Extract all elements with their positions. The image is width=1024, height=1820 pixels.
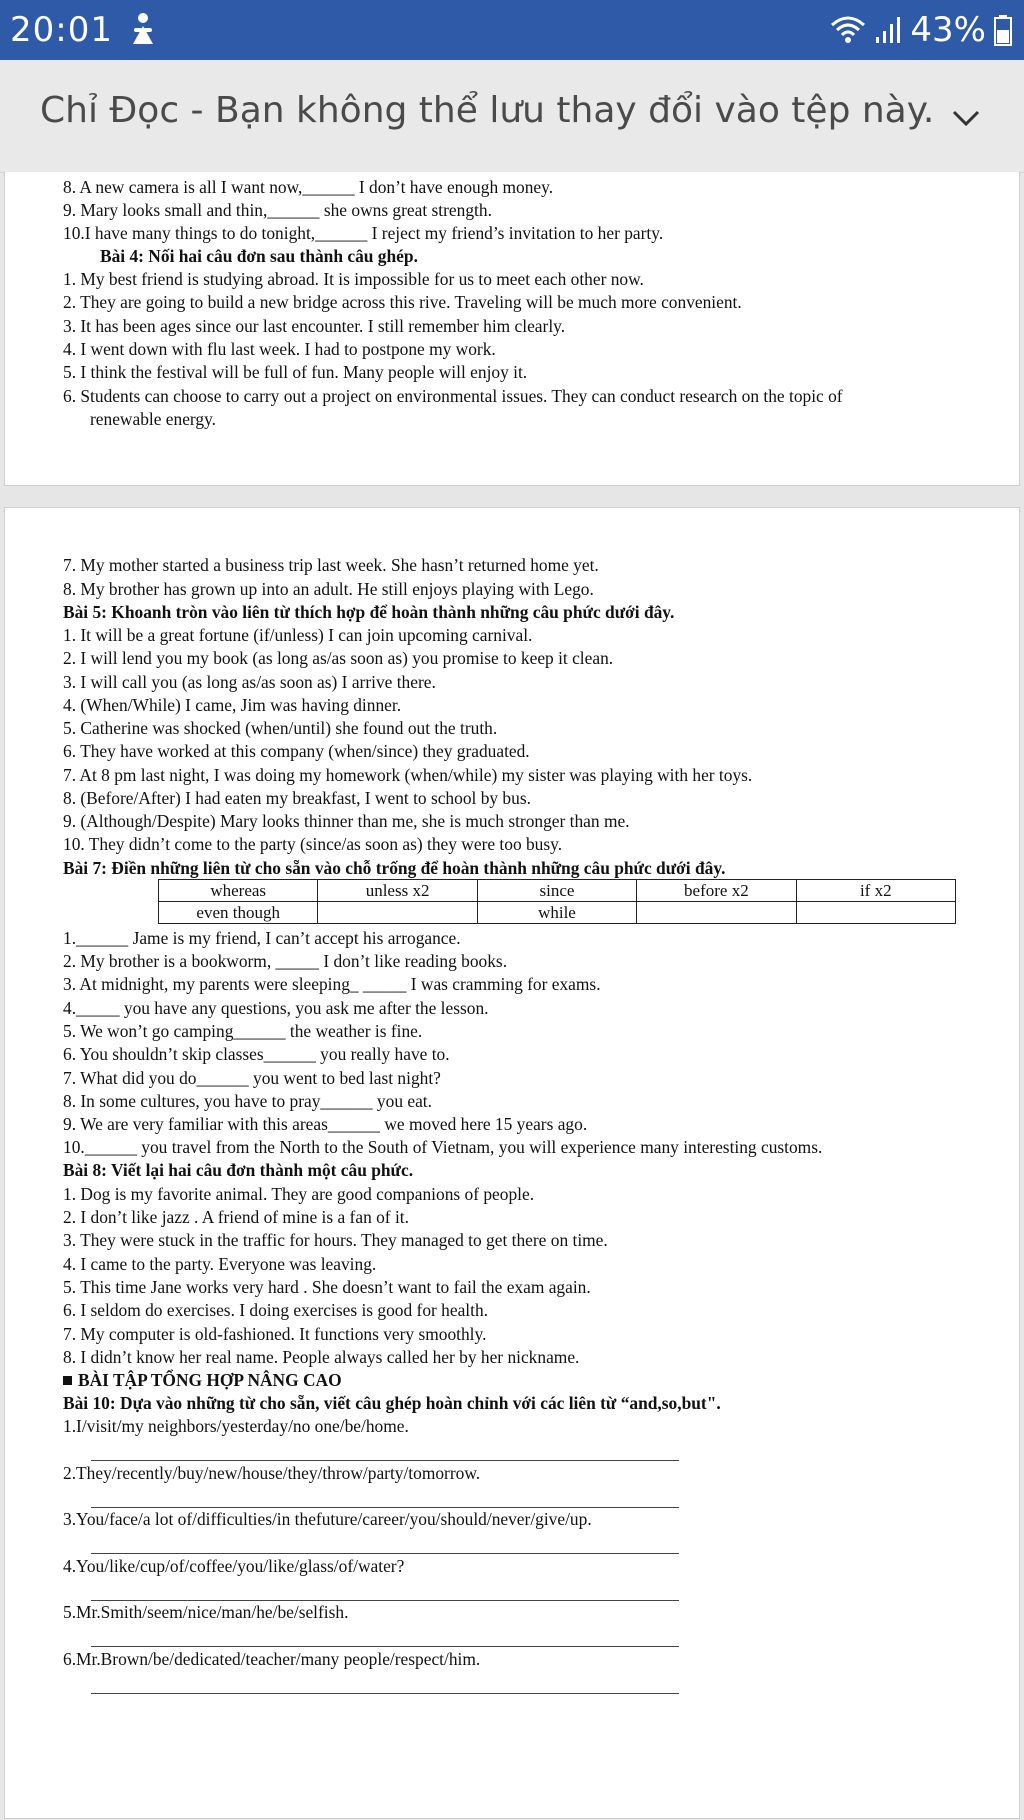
- signal-icon: [874, 15, 902, 45]
- exercise-line: 2. I don’t like jazz . A friend of mine is a fan of it.: [63, 1207, 409, 1227]
- advanced-section-title: BÀI TẬP TỔNG HỢP NÂNG CAO: [78, 1370, 342, 1390]
- exercise-line: 2. I will lend you my book (as long as/as soon as) you promise to keep it clean.: [63, 648, 614, 668]
- exercise-line: 6. Students can choose to carry out a project on environmental issues. They can conduct research on the topic of: [63, 386, 843, 406]
- document-page-1: [4, 172, 1020, 486]
- table-cell: since: [477, 880, 636, 902]
- exercise-line: 1.______ Jame is my friend, I can’t accept his arrogance.: [63, 928, 461, 948]
- section-heading: Bài 4: Nối hai câu đơn sau thành câu ghép.: [100, 246, 418, 266]
- status-indicators: [830, 10, 1012, 50]
- document-page-2: [4, 507, 1020, 1819]
- exercise-line: 9. We are very familiar with this areas______ we moved here 15 years ago.: [63, 1114, 588, 1134]
- table-cell: [637, 902, 796, 924]
- exercise-line: 7. My computer is old-fashioned. It functions very smoothly.: [63, 1324, 487, 1344]
- exercise-line: 4._____ you have any questions, you ask me after the lesson.: [63, 998, 489, 1018]
- table-cell: if x2: [796, 880, 955, 902]
- exercise-line: 4. (When/While) I came, Jim was having dinner.: [63, 695, 402, 715]
- prompt-line: 1.I/visit/my neighbors/yesterday/no one/be/home.: [63, 1416, 409, 1436]
- section-heading: Bài 7: Điền những liên từ cho sẵn vào chỗ trống để hoàn thành những câu phức dưới đây.: [63, 858, 726, 878]
- table-cell: before x2: [637, 880, 796, 902]
- prompt-line: 2.They/recently/buy/new/house/they/throw/party/tomorrow.: [63, 1463, 481, 1483]
- accessibility-person-icon: [128, 12, 158, 46]
- table-cell: [318, 902, 477, 924]
- section-heading: Bài 5: Khoanh tròn vào liên từ thích hợp để hoàn thành những câu phức dưới đây.: [63, 602, 675, 622]
- exercise-line: 9. (Although/Despite) Mary looks thinner than me, she is much stronger than me.: [63, 811, 630, 831]
- prompt-line: 6.Mr.Brown/be/dedicated/teacher/many people/respect/him.: [63, 1649, 481, 1669]
- bullet-icon: [63, 1376, 72, 1385]
- exercise-line: 6. I seldom do exercises. I doing exercises is good for health.: [63, 1300, 488, 1320]
- exercise-line: 3. At midnight, my parents were sleeping_ _____ I was cramming for exams.: [63, 974, 601, 994]
- exercise-line: 7. What did you do______ you went to bed last night?: [63, 1068, 441, 1088]
- exercise-line: 10.I have many things to do tonight,______ I reject my friend’s invitation to her party.: [63, 223, 664, 243]
- answer-line: [91, 1553, 679, 1554]
- exercise-line: 8. I didn’t know her real name. People always called her by her nickname.: [63, 1347, 580, 1367]
- exercise-line: 2. They are going to build a new bridge across this rive. Traveling will be much more convenient.: [63, 292, 742, 312]
- conjunction-table: [158, 879, 956, 924]
- table-cell: whereas: [159, 880, 318, 902]
- exercise-line: 5. Catherine was shocked (when/until) she found out the truth.: [63, 718, 498, 738]
- exercise-line: 5. We won’t go camping______ the weather is fine.: [63, 1021, 423, 1041]
- table-cell: unless x2: [318, 880, 477, 902]
- exercise-line: 1. It will be a great fortune (if/unless) I can join upcoming carnival.: [63, 625, 533, 645]
- table-cell: [796, 902, 955, 924]
- exercise-line: 3. They were stuck in the traffic for hours. They managed to get there on time.: [63, 1230, 608, 1250]
- exercise-line: 8. A new camera is all I want now,______ I don’t have enough money.: [63, 177, 554, 197]
- exercise-line: 1. Dog is my favorite animal. They are good companions of people.: [63, 1184, 535, 1204]
- wifi-icon: [830, 15, 866, 45]
- section-heading: Bài 10: Dựa vào những từ cho sẵn, viết câu ghép hoàn chỉnh với các liên từ “and,so,but".: [63, 1393, 721, 1413]
- chevron-down-icon[interactable]: [948, 102, 984, 132]
- status-bar: [0, 0, 1024, 60]
- exercise-line: 6. You shouldn’t skip classes______ you really have to.: [63, 1044, 450, 1064]
- prompt-line: 5.Mr.Smith/seem/nice/man/he/be/selfish.: [63, 1602, 349, 1622]
- exercise-line: 4. I came to the party. Everyone was leaving.: [63, 1254, 377, 1274]
- exercise-line: 6. They have worked at this company (when/since) they graduated.: [63, 741, 530, 761]
- status-time: 20:01: [10, 10, 113, 50]
- prompt-line: 4.You/like/cup/of/coffee/you/like/glass/of/water?: [63, 1556, 405, 1576]
- answer-line: [91, 1693, 679, 1694]
- exercise-line: 8. (Before/After) I had eaten my breakfast, I went to school by bus.: [63, 788, 531, 808]
- answer-line: [91, 1646, 679, 1647]
- exercise-line: 7. My mother started a business trip last week. She hasn’t returned home yet.: [63, 555, 599, 575]
- table-cell: even though: [159, 902, 318, 924]
- battery-percent: 43%: [910, 10, 986, 50]
- exercise-line-continued: renewable energy.: [90, 409, 217, 429]
- read-only-banner: [0, 60, 1024, 173]
- exercise-line: 4. I went down with flu last week. I had to postpone my work.: [63, 339, 496, 359]
- prompt-line: 3.You/face/a lot of/difficulties/in thefuture/career/you/should/never/give/up.: [63, 1509, 592, 1529]
- exercise-line: 7. At 8 pm last night, I was doing my homework (when/while) my sister was playing with her toys.: [63, 765, 753, 785]
- exercise-line: 9. Mary looks small and thin,______ she owns great strength.: [63, 200, 492, 220]
- advanced-section-heading: [63, 1369, 342, 1392]
- section-heading: Bài 8: Viết lại hai câu đơn thành một câu phức.: [63, 1160, 414, 1180]
- exercise-line: 5. This time Jane works very hard . She doesn’t want to fail the exam again.: [63, 1277, 591, 1297]
- exercise-line: 5. I think the festival will be full of fun. Many people will enjoy it.: [63, 362, 528, 382]
- exercise-line: 1. My best friend is studying abroad. It is impossible for us to meet each other now.: [63, 269, 644, 289]
- exercise-line: 8. In some cultures, you have to pray______ you eat.: [63, 1091, 432, 1111]
- exercise-line: 3. It has been ages since our last encounter. I still remember him clearly.: [63, 316, 566, 336]
- table-cell: while: [477, 902, 636, 924]
- exercise-line: 2. My brother is a bookworm, _____ I don’t like reading books.: [63, 951, 508, 971]
- answer-line: [91, 1460, 679, 1461]
- exercise-line: 10.______ you travel from the North to the South of Vietnam, you will experience many interesting customs.: [63, 1137, 823, 1157]
- exercise-line: 8. My brother has grown up into an adult. He still enjoys playing with Lego.: [63, 579, 594, 599]
- exercise-line: 10. They didn’t come to the party (since/as soon as) they were too busy.: [63, 834, 563, 854]
- battery-icon: [994, 14, 1012, 46]
- table-row: [159, 880, 956, 902]
- table-row: [159, 902, 956, 924]
- exercise-line: 3. I will call you (as long as/as soon as) I arrive there.: [63, 672, 436, 692]
- read-only-message: Chỉ Đọc - Bạn không thể lưu thay đổi vào tệp này.: [40, 90, 935, 131]
